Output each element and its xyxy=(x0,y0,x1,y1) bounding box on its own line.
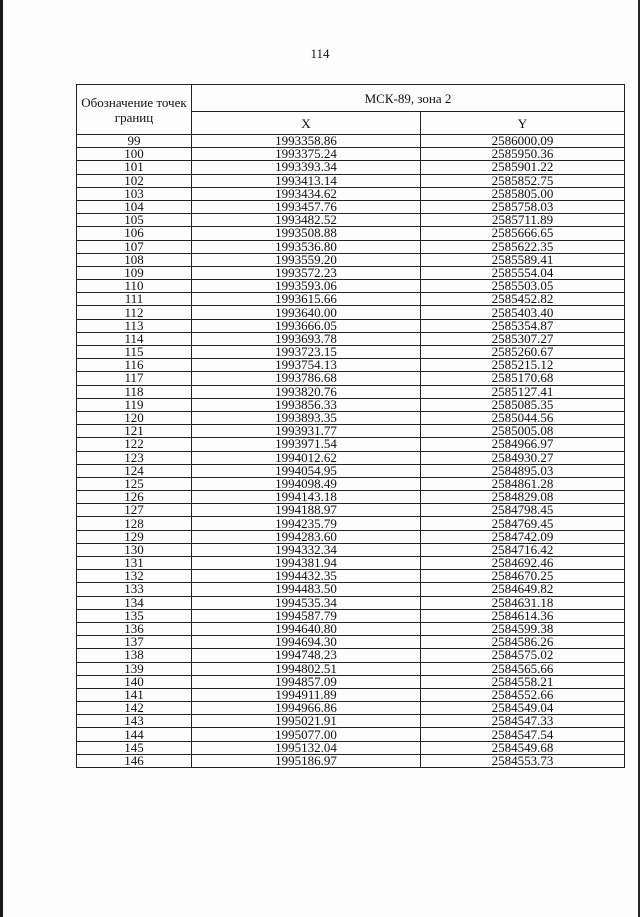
point-number-cell: 132 xyxy=(77,570,192,583)
y-coordinate-cell: 2584649.82 xyxy=(421,583,625,596)
point-number-cell: 114 xyxy=(77,332,192,345)
x-coordinate-cell: 1993593.06 xyxy=(192,280,421,293)
x-coordinate-cell: 1994012.62 xyxy=(192,451,421,464)
y-coordinate-cell: 2584549.04 xyxy=(421,702,625,715)
y-coordinate-cell: 2584631.18 xyxy=(421,596,625,609)
y-coordinate-cell: 2585805.00 xyxy=(421,187,625,200)
y-coordinate-cell: 2585852.75 xyxy=(421,174,625,187)
point-number-cell: 119 xyxy=(77,398,192,411)
y-coordinate-cell: 2585901.22 xyxy=(421,161,625,174)
y-coordinate-cell: 2585307.27 xyxy=(421,332,625,345)
y-coordinate-cell: 2585170.68 xyxy=(421,372,625,385)
y-coordinate-cell: 2584966.97 xyxy=(421,438,625,451)
x-coordinate-cell: 1994381.94 xyxy=(192,557,421,570)
point-number-cell: 105 xyxy=(77,214,192,227)
point-number-cell: 137 xyxy=(77,636,192,649)
point-number-cell: 139 xyxy=(77,662,192,675)
point-number-cell: 131 xyxy=(77,557,192,570)
point-number-cell: 112 xyxy=(77,306,192,319)
x-coordinate-cell: 1993856.33 xyxy=(192,398,421,411)
x-coordinate-cell: 1993393.34 xyxy=(192,161,421,174)
x-coordinate-cell: 1994283.60 xyxy=(192,530,421,543)
point-number-cell: 146 xyxy=(77,754,192,767)
x-coordinate-cell: 1993508.88 xyxy=(192,227,421,240)
y-coordinate-cell: 2584742.09 xyxy=(421,530,625,543)
x-coordinate-cell: 1993375.24 xyxy=(192,148,421,161)
x-coordinate-cell: 1993572.23 xyxy=(192,266,421,279)
y-coordinate-cell: 2584670.25 xyxy=(421,570,625,583)
y-coordinate-cell: 2584586.26 xyxy=(421,636,625,649)
point-number-cell: 104 xyxy=(77,200,192,213)
x-coordinate-cell: 1993820.76 xyxy=(192,385,421,398)
point-number-cell: 109 xyxy=(77,266,192,279)
x-coordinate-cell: 1994640.80 xyxy=(192,622,421,635)
x-coordinate-cell: 1993723.15 xyxy=(192,346,421,359)
point-number-cell: 107 xyxy=(77,240,192,253)
x-coordinate-cell: 1994483.50 xyxy=(192,583,421,596)
header-coordinate-system: МСК-89, зона 2 xyxy=(192,85,625,112)
point-number-cell: 130 xyxy=(77,543,192,556)
x-coordinate-cell: 1995186.97 xyxy=(192,754,421,767)
point-number-cell: 121 xyxy=(77,425,192,438)
y-coordinate-cell: 2584829.08 xyxy=(421,491,625,504)
point-number-cell: 142 xyxy=(77,702,192,715)
x-coordinate-cell: 1994857.09 xyxy=(192,675,421,688)
x-coordinate-cell: 1994054.95 xyxy=(192,464,421,477)
point-number-cell: 120 xyxy=(77,411,192,424)
y-coordinate-cell: 2584599.38 xyxy=(421,622,625,635)
x-coordinate-cell: 1993457.76 xyxy=(192,200,421,213)
x-coordinate-cell: 1994966.86 xyxy=(192,702,421,715)
point-number-cell: 135 xyxy=(77,609,192,622)
point-number-cell: 128 xyxy=(77,517,192,530)
point-number-cell: 106 xyxy=(77,227,192,240)
point-number-cell: 117 xyxy=(77,372,192,385)
page-edge-left xyxy=(0,0,3,917)
header-x: X xyxy=(192,112,421,135)
x-coordinate-cell: 1994332.34 xyxy=(192,543,421,556)
point-number-cell: 108 xyxy=(77,253,192,266)
point-number-cell: 125 xyxy=(77,477,192,490)
y-coordinate-cell: 2585127.41 xyxy=(421,385,625,398)
point-number-cell: 143 xyxy=(77,715,192,728)
x-coordinate-cell: 1993615.66 xyxy=(192,293,421,306)
y-coordinate-cell: 2584549.68 xyxy=(421,741,625,754)
x-coordinate-cell: 1993754.13 xyxy=(192,359,421,372)
y-coordinate-cell: 2585452.82 xyxy=(421,293,625,306)
y-coordinate-cell: 2585260.67 xyxy=(421,346,625,359)
point-number-cell: 124 xyxy=(77,464,192,477)
y-coordinate-cell: 2585005.08 xyxy=(421,425,625,438)
point-number-cell: 140 xyxy=(77,675,192,688)
header-y: Y xyxy=(421,112,625,135)
point-number-cell: 122 xyxy=(77,438,192,451)
x-coordinate-cell: 1995021.91 xyxy=(192,715,421,728)
x-coordinate-cell: 1994098.49 xyxy=(192,477,421,490)
x-coordinate-cell: 1994911.89 xyxy=(192,688,421,701)
point-number-cell: 126 xyxy=(77,491,192,504)
x-coordinate-cell: 1994802.51 xyxy=(192,662,421,675)
x-coordinate-cell: 1993413.14 xyxy=(192,174,421,187)
y-coordinate-cell: 2585354.87 xyxy=(421,319,625,332)
coordinates-table xyxy=(76,84,625,768)
point-number-cell: 115 xyxy=(77,346,192,359)
point-number-cell: 118 xyxy=(77,385,192,398)
y-coordinate-cell: 2584895.03 xyxy=(421,464,625,477)
x-coordinate-cell: 1994694.30 xyxy=(192,636,421,649)
x-coordinate-cell: 1993434.62 xyxy=(192,187,421,200)
y-coordinate-cell: 2584552.66 xyxy=(421,688,625,701)
x-coordinate-cell: 1993640.00 xyxy=(192,306,421,319)
point-number-cell: 138 xyxy=(77,649,192,662)
x-coordinate-cell: 1993893.35 xyxy=(192,411,421,424)
y-coordinate-cell: 2585758.03 xyxy=(421,200,625,213)
x-coordinate-cell: 1994188.97 xyxy=(192,504,421,517)
x-coordinate-cell: 1993971.54 xyxy=(192,438,421,451)
x-coordinate-cell: 1994143.18 xyxy=(192,491,421,504)
page-number: 114 xyxy=(310,46,330,61)
table-row xyxy=(77,504,625,517)
y-coordinate-cell: 2585503.05 xyxy=(421,280,625,293)
point-number-cell: 141 xyxy=(77,688,192,701)
point-number-cell: 110 xyxy=(77,280,192,293)
y-coordinate-cell: 2584798.45 xyxy=(421,504,625,517)
table-row xyxy=(77,754,625,767)
point-number-cell: 99 xyxy=(77,135,192,148)
x-coordinate-cell: 1993786.68 xyxy=(192,372,421,385)
point-number-cell: 136 xyxy=(77,622,192,635)
point-number-cell: 144 xyxy=(77,728,192,741)
point-number-cell: 103 xyxy=(77,187,192,200)
y-coordinate-cell: 2584930.27 xyxy=(421,451,625,464)
point-number-cell: 111 xyxy=(77,293,192,306)
table-body xyxy=(77,135,625,768)
point-number-cell: 123 xyxy=(77,451,192,464)
y-coordinate-cell: 2585044.56 xyxy=(421,411,625,424)
y-coordinate-cell: 2584565.66 xyxy=(421,662,625,675)
y-coordinate-cell: 2586000.09 xyxy=(421,135,625,148)
y-coordinate-cell: 2585554.04 xyxy=(421,266,625,279)
point-number-cell: 102 xyxy=(77,174,192,187)
y-coordinate-cell: 2585666.65 xyxy=(421,227,625,240)
y-coordinate-cell: 2584575.02 xyxy=(421,649,625,662)
x-coordinate-cell: 1993358.86 xyxy=(192,135,421,148)
x-coordinate-cell: 1994432.35 xyxy=(192,570,421,583)
x-coordinate-cell: 1993666.05 xyxy=(192,319,421,332)
y-coordinate-cell: 2584692.46 xyxy=(421,557,625,570)
y-coordinate-cell: 2584547.33 xyxy=(421,715,625,728)
point-number-cell: 133 xyxy=(77,583,192,596)
point-number-cell: 134 xyxy=(77,596,192,609)
x-coordinate-cell: 1993559.20 xyxy=(192,253,421,266)
y-coordinate-cell: 2584769.45 xyxy=(421,517,625,530)
x-coordinate-cell: 1994535.34 xyxy=(192,596,421,609)
point-number-cell: 116 xyxy=(77,359,192,372)
y-coordinate-cell: 2585711.89 xyxy=(421,214,625,227)
y-coordinate-cell: 2585215.12 xyxy=(421,359,625,372)
point-number-cell: 129 xyxy=(77,530,192,543)
y-coordinate-cell: 2584716.42 xyxy=(421,543,625,556)
y-coordinate-cell: 2584553.73 xyxy=(421,754,625,767)
y-coordinate-cell: 2585403.40 xyxy=(421,306,625,319)
table-row xyxy=(77,293,625,306)
y-coordinate-cell: 2585950.36 xyxy=(421,148,625,161)
point-number-cell: 100 xyxy=(77,148,192,161)
x-coordinate-cell: 1993931.77 xyxy=(192,425,421,438)
y-coordinate-cell: 2584547.54 xyxy=(421,728,625,741)
y-coordinate-cell: 2585085.35 xyxy=(421,398,625,411)
point-number-cell: 127 xyxy=(77,504,192,517)
y-coordinate-cell: 2585589.41 xyxy=(421,253,625,266)
point-number-cell: 113 xyxy=(77,319,192,332)
x-coordinate-cell: 1993693.78 xyxy=(192,332,421,345)
y-coordinate-cell: 2585622.35 xyxy=(421,240,625,253)
x-coordinate-cell: 1993536.80 xyxy=(192,240,421,253)
x-coordinate-cell: 1995132.04 xyxy=(192,741,421,754)
header-point-designation: Обозначение точек границ xyxy=(77,85,192,135)
y-coordinate-cell: 2584558.21 xyxy=(421,675,625,688)
y-coordinate-cell: 2584861.28 xyxy=(421,477,625,490)
table-row xyxy=(77,715,625,728)
point-number-cell: 101 xyxy=(77,161,192,174)
x-coordinate-cell: 1993482.52 xyxy=(192,214,421,227)
x-coordinate-cell: 1995077.00 xyxy=(192,728,421,741)
x-coordinate-cell: 1994235.79 xyxy=(192,517,421,530)
point-number-cell: 145 xyxy=(77,741,192,754)
x-coordinate-cell: 1994748.23 xyxy=(192,649,421,662)
y-coordinate-cell: 2584614.36 xyxy=(421,609,625,622)
x-coordinate-cell: 1994587.79 xyxy=(192,609,421,622)
